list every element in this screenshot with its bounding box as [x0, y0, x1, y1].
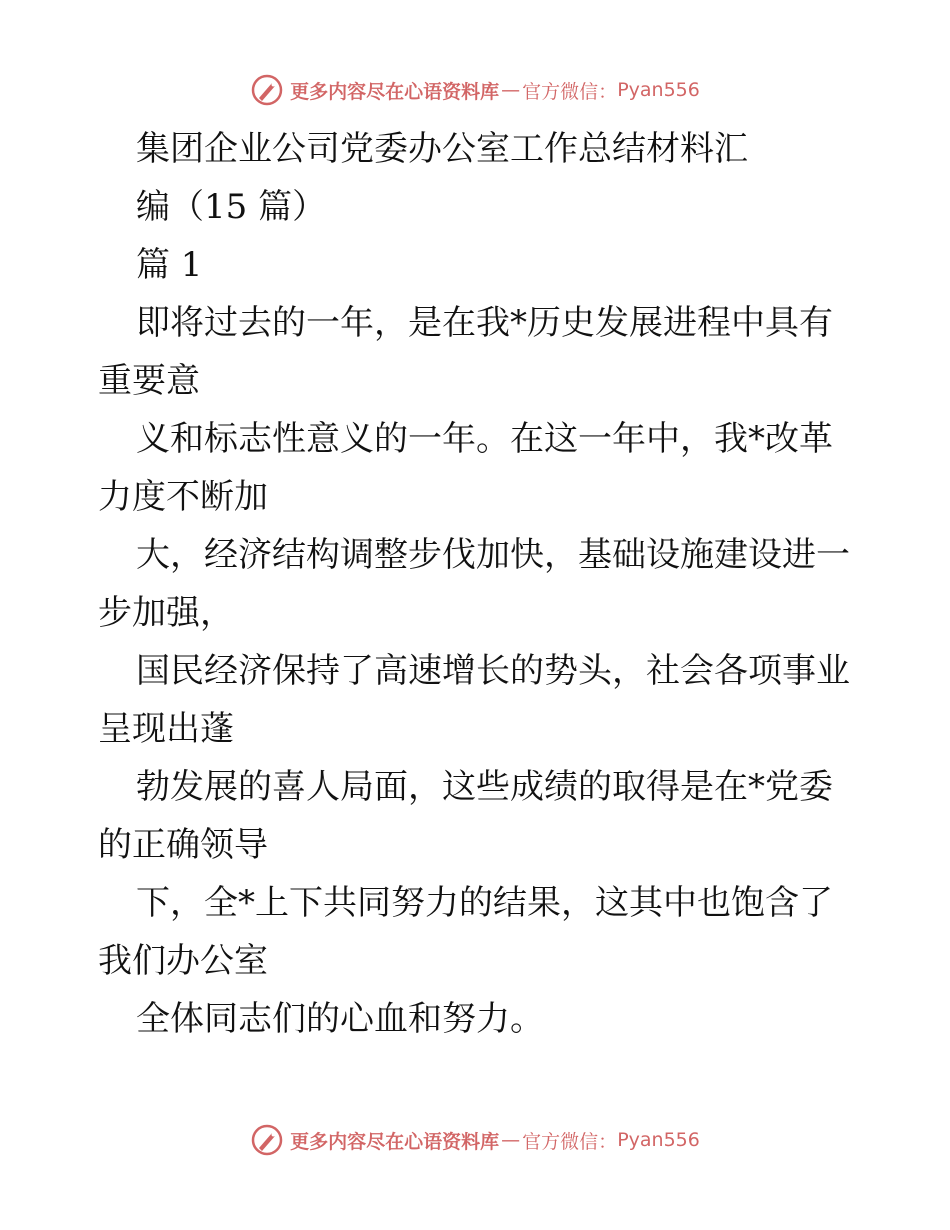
- watermark-wechat-id: Pyan556: [617, 1129, 700, 1151]
- watermark-official-label: 官方微信：: [522, 80, 618, 103]
- paragraph-line: 大，经济结构调整步伐加快，基础设施建设进一: [136, 535, 850, 575]
- paragraph-line: 重要意: [98, 361, 200, 401]
- paragraph-line: 呈现出蓬: [98, 709, 234, 749]
- watermark-separator: —: [501, 79, 521, 101]
- paragraph-line: 的正确领导: [98, 825, 268, 865]
- document-title-line-1: 集团企业公司党委办公室工作总结材料汇: [136, 129, 748, 169]
- watermark-tagline: 更多内容尽在心语资料库: [290, 80, 500, 103]
- paragraph-line: 我们办公室: [98, 941, 268, 981]
- paragraph-line: 全体同志们的心血和努力。: [136, 999, 544, 1039]
- document-body: [98, 120, 858, 1048]
- section-heading: 篇 1: [136, 245, 203, 285]
- footer-watermark: [0, 1120, 950, 1160]
- watermark-separator: —: [501, 1129, 521, 1151]
- document-title-line-2: 编（15 篇）: [136, 187, 327, 227]
- paragraph-line: 勃发展的喜人局面，这些成绩的取得是在*党委: [136, 767, 833, 807]
- paragraph-line: 国民经济保持了高速增长的势头，社会各项事业: [136, 651, 850, 691]
- watermark-official-label: 官方微信：: [522, 1130, 618, 1153]
- watermark-wechat-id: Pyan556: [617, 79, 700, 101]
- paragraph-line: 即将过去的一年，是在我*历史发展进程中具有: [136, 303, 833, 343]
- pen-seal-icon: [250, 73, 284, 107]
- paragraph-line: 力度不断加: [98, 477, 268, 517]
- paragraph-line: 下，全*上下共同努力的结果，这其中也饱含了: [136, 883, 833, 923]
- paragraph-line: 步加强，: [98, 593, 234, 633]
- header-watermark: [0, 70, 950, 110]
- paragraph-line: 义和标志性意义的一年。在这一年中，我*改革: [136, 419, 833, 459]
- pen-seal-icon: [250, 1123, 284, 1157]
- watermark-tagline: 更多内容尽在心语资料库: [290, 1130, 500, 1153]
